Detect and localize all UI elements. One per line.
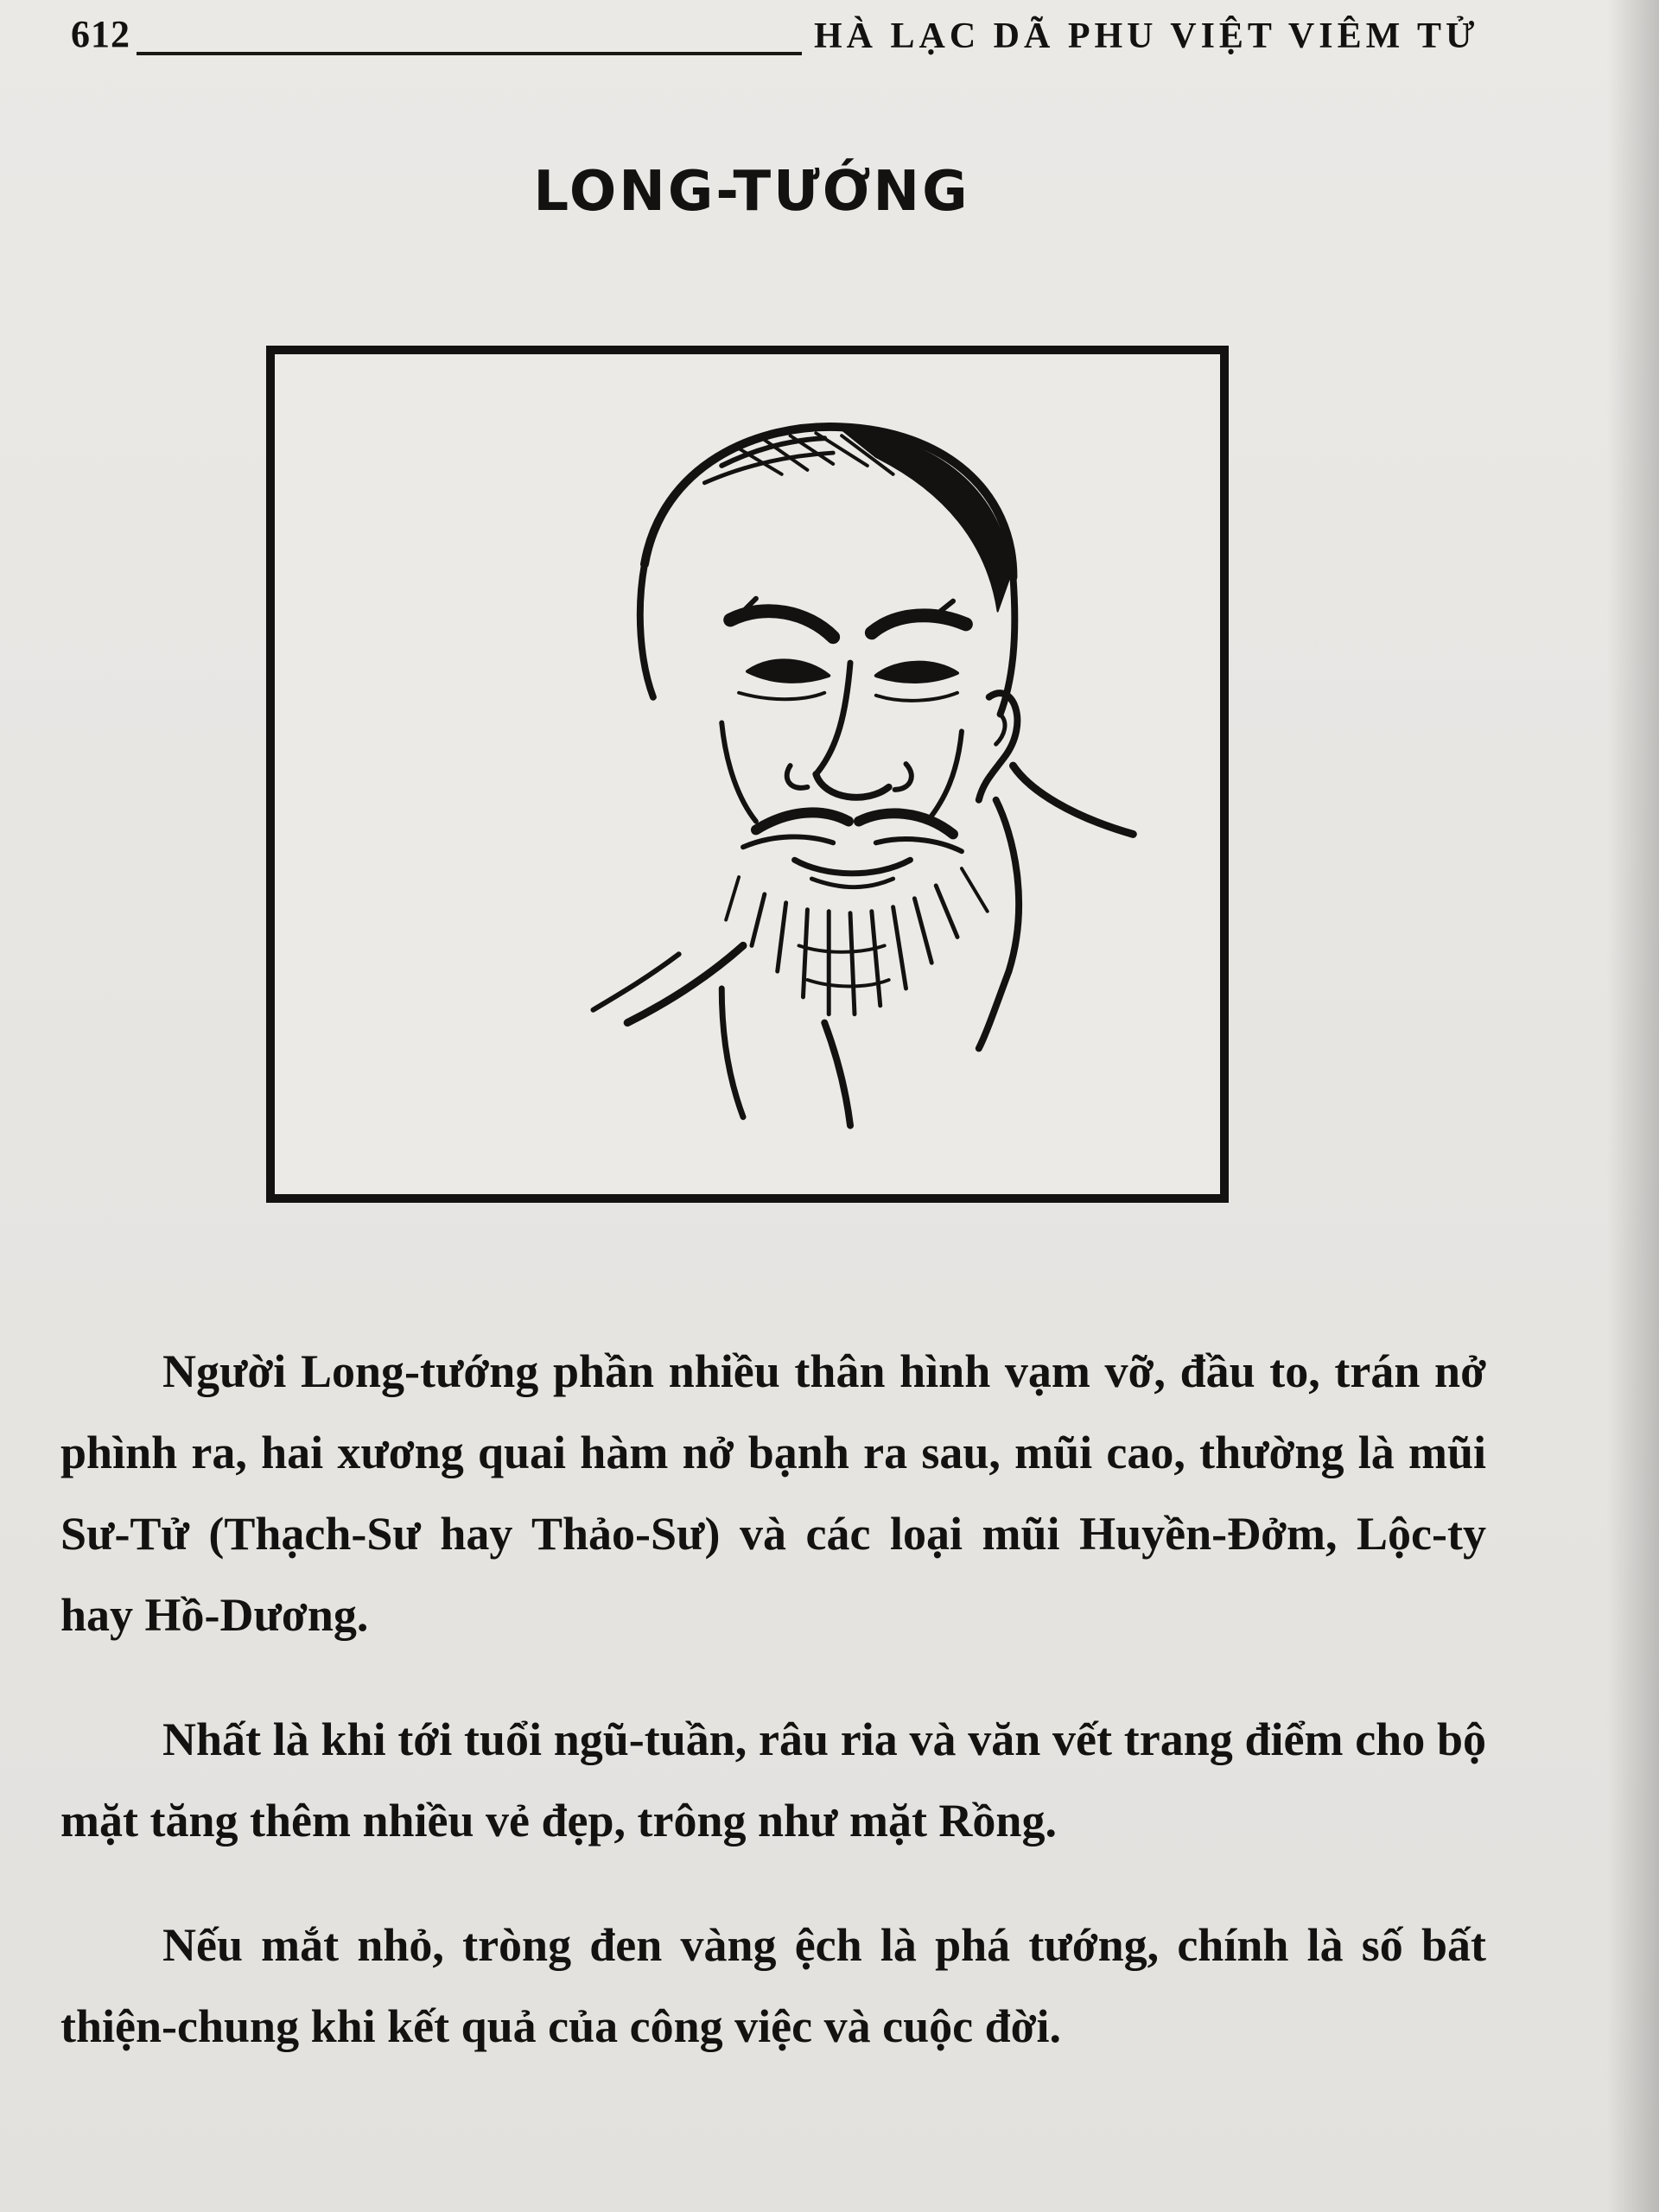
paragraph-3: Nếu mắt nhỏ, tròng đen vàng ệch là phá tướng, chính là số bất thiện-chung khi kết quả của công việc và cuộc đời. xyxy=(60,1919,1486,2052)
paragraph-1: Người Long-tướng phần nhiều thân hình vạm vỡ, đầu to, trán nở phình ra, hai xương quai hàm nở bạnh ra sau, mũi cao, thường là mũi Sư-Tử (Thạch-Sư hay Thảo-Sư) và các loại mũi Huyền-Đởm, Lộc-ty hay Hồ-Dương. xyxy=(60,1345,1486,1641)
portrait-figure xyxy=(266,346,1229,1203)
page-edge-shadow xyxy=(1607,0,1659,2212)
portrait-illustration xyxy=(275,354,1220,1194)
header-rule xyxy=(137,52,802,55)
body-text xyxy=(60,1331,1486,2110)
page-header xyxy=(71,7,1479,59)
chapter-title: LONG-TƯỚNG xyxy=(533,160,970,224)
paragraph-2: Nhất là khi tới tuổi ngũ-tuần, râu ria và văn vết trang điểm cho bộ mặt tăng thêm nhiều vẻ đẹp, trông như mặt Rồng. xyxy=(60,1713,1486,1847)
running-title: HÀ LẠC DÃ PHU VIỆT VIÊM TỬ xyxy=(814,16,1479,56)
page-number: 612 xyxy=(71,13,130,55)
